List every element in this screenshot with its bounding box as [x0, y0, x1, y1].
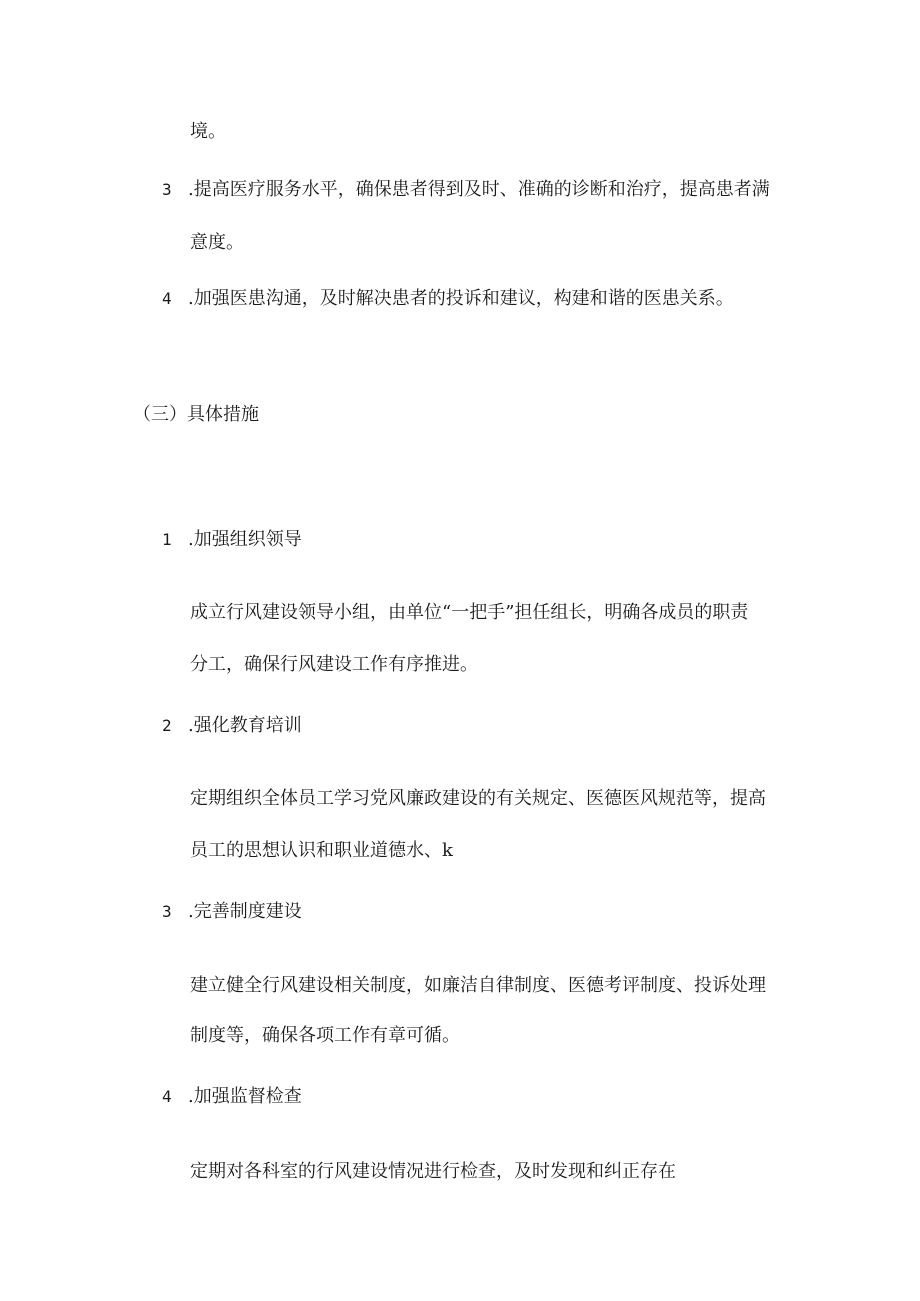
measure-2-body-line-2: 员工的思想认识和职业道德水、k — [190, 840, 453, 861]
measure-1-body-line-1: 成立行风建设领导小组，由单位“一把手”担任组长，明确各成员的职责 — [190, 602, 749, 623]
list-item-text: .完善制度建设 — [188, 901, 302, 922]
list-item-text: .加强监督检查 — [188, 1086, 302, 1107]
measure-4-body-line-1: 定期对各科室的行风建设情况进行检查，及时发现和纠正存在 — [190, 1161, 676, 1182]
measure-3-body-line-2: 制度等，确保各项工作有章可循。 — [190, 1025, 460, 1046]
goal-item-3-continuation: 意度。 — [190, 232, 244, 253]
measure-2-body-line-1: 定期组织全体员工学习党风廉政建设的有关规定、医德医风规范等，提高 — [190, 788, 766, 809]
list-number: 3 — [162, 180, 172, 199]
list-number: 2 — [162, 716, 172, 735]
list-item-text: .加强组织领导 — [188, 529, 302, 550]
list-number: 4 — [162, 1087, 172, 1106]
goal-item-3 — [162, 177, 770, 203]
measure-1-title — [162, 527, 302, 553]
list-number: 3 — [162, 902, 172, 921]
paragraph-continuation: 境。 — [190, 121, 226, 142]
measure-4-title — [162, 1084, 302, 1110]
list-number: 1 — [162, 530, 172, 549]
measure-2-title — [162, 713, 302, 739]
measure-3-title — [162, 899, 302, 925]
measure-1-body-line-2: 分工，确保行风建设工作有序推进。 — [190, 654, 478, 675]
list-number: 4 — [162, 289, 172, 308]
goal-item-4 — [162, 286, 734, 312]
section-heading: （三）具体措施 — [133, 404, 259, 425]
measure-3-body-line-1: 建立健全行风建设相关制度，如廉洁自律制度、医德考评制度、投诉处理 — [190, 975, 766, 996]
list-item-text: .提高医疗服务水平，确保患者得到及时、准确的诊断和治疗，提高患者满 — [188, 179, 770, 200]
list-item-text: .加强医患沟通，及时解决患者的投诉和建议，构建和谐的医患关系。 — [188, 288, 734, 309]
list-item-text: .强化教育培训 — [188, 715, 302, 736]
